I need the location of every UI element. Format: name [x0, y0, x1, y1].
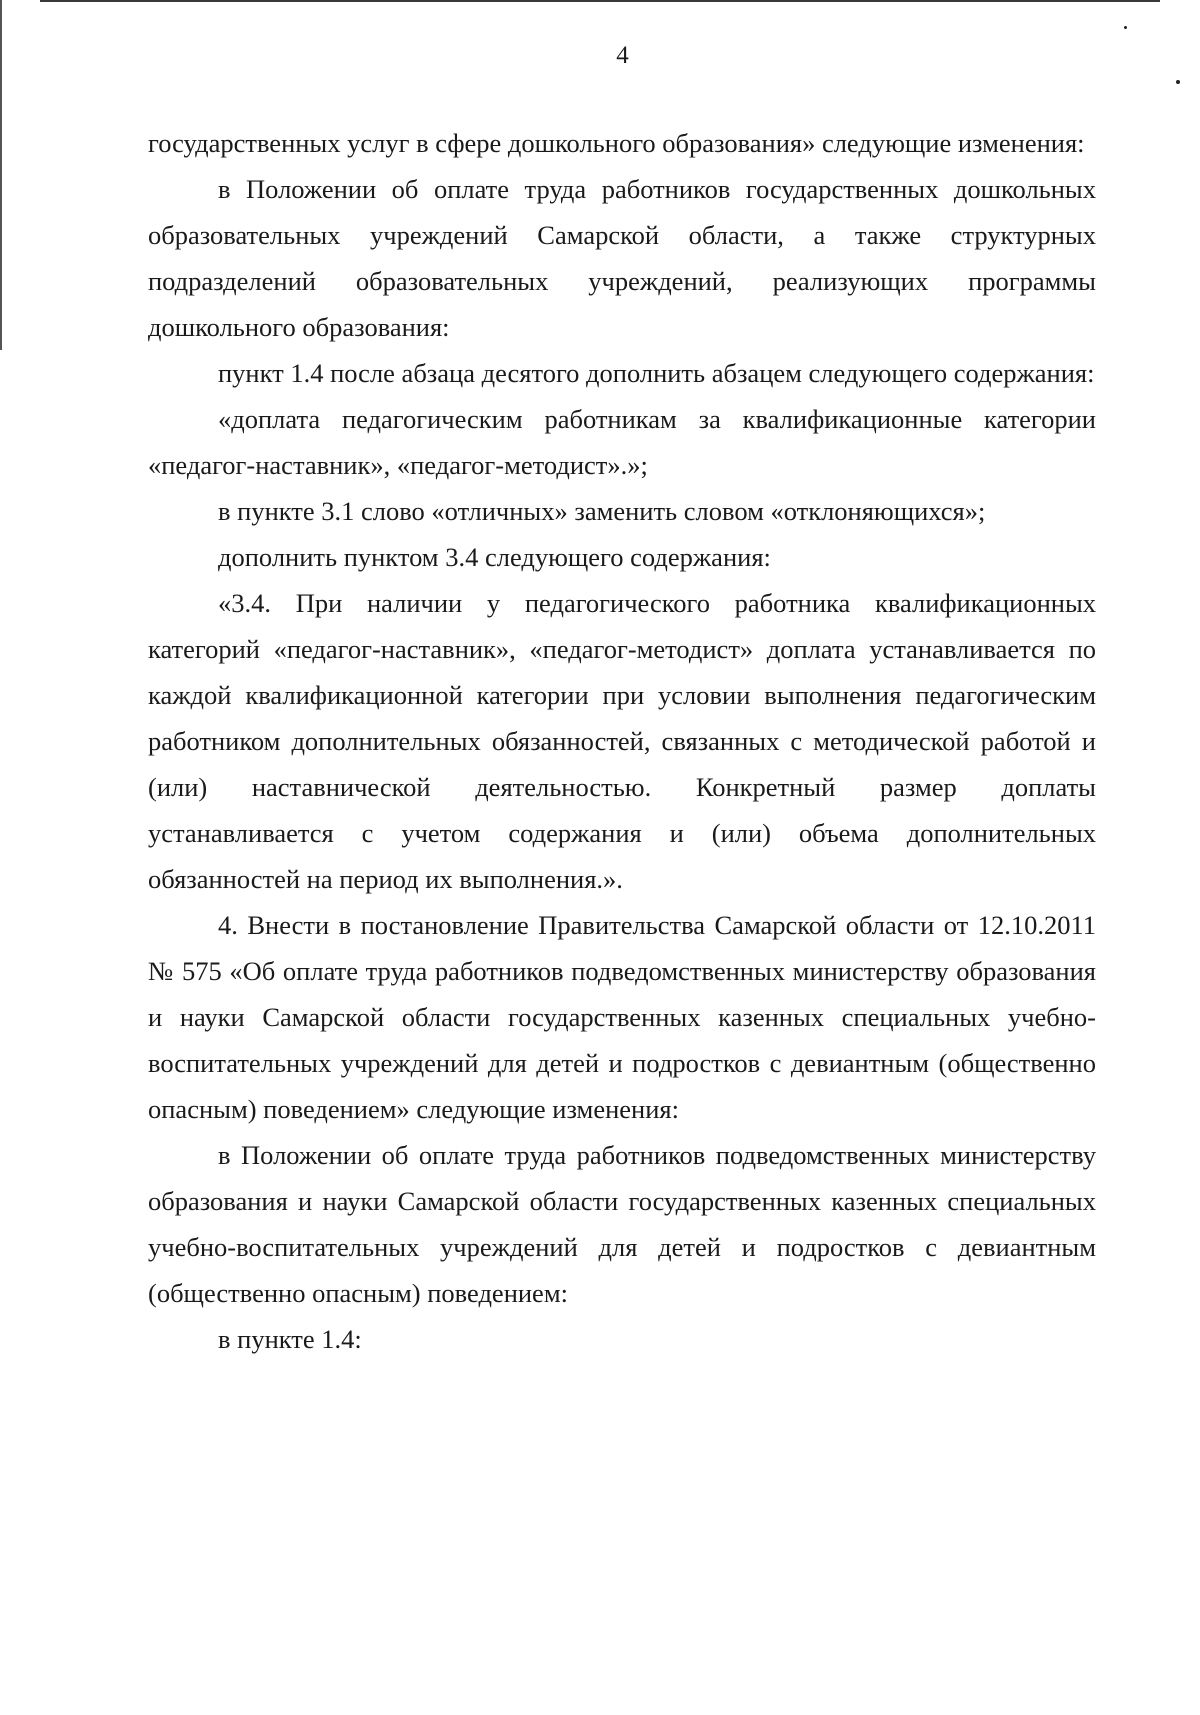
paragraph: в пункте 3.1 слово «отличных» заменить словом «отклоняющихся»;: [218, 496, 986, 526]
paragraph: в Положении об оплате труда работников государственных дошкольных образовательных учреждений Самарской области, а также структурных подразделений образовательных учреждений, реализующих программы дошкольного образования:: [148, 174, 1096, 342]
document-body: [148, 120, 1096, 1362]
paragraph: «доплата педагогическим работникам за квалификационные категории «педагог-наставник», «педагог-методист».»;: [148, 404, 1096, 480]
page-number: 4: [616, 42, 629, 69]
scan-speck: [1124, 26, 1127, 29]
scan-speck: [1176, 80, 1180, 84]
paragraph: в Положении об оплате труда работников подведомственных министерству образования и науки Самарской области государственных казенных специальных учебно-воспитательных учреждений для детей и подростков с девиантным (общественно опасным) поведением:: [148, 1140, 1096, 1308]
paragraph: 4. Внести в постановление Правительства Самарской области от 12.10.2011 № 575 «Об оплате труда работников подведомственных министерству образования и науки Самарской области государственных казенных специальных учебно-воспитательных учреждений для детей и подростков с девиантным (общественно опасным) поведением» следующие изменения:: [148, 910, 1096, 1124]
paragraph: дополнить пунктом 3.4 следующего содержания:: [218, 542, 771, 572]
paragraph: пункт 1.4 после абзаца десятого дополнить абзацем следующего содержания:: [218, 358, 1095, 388]
paragraph: в пункте 1.4:: [218, 1324, 362, 1354]
scan-edge-top: [40, 0, 1160, 2]
paragraph: государственных услуг в сфере дошкольного образования» следующие изменения:: [148, 128, 1085, 158]
paragraph: «3.4. При наличии у педагогического работника квалификационных категорий «педагог-наставник», «педагог-методист» доплата устанавливается по каждой квалификационной категории при условии выполнения педагогическим работником дополнительных обязанностей, связанных с методической работой и (или) наставнической деятельностью. Конкретный размер доплаты устанавливается с учетом содержания и (или) объема дополнительных обязанностей на период их выполнения.».: [148, 588, 1096, 894]
